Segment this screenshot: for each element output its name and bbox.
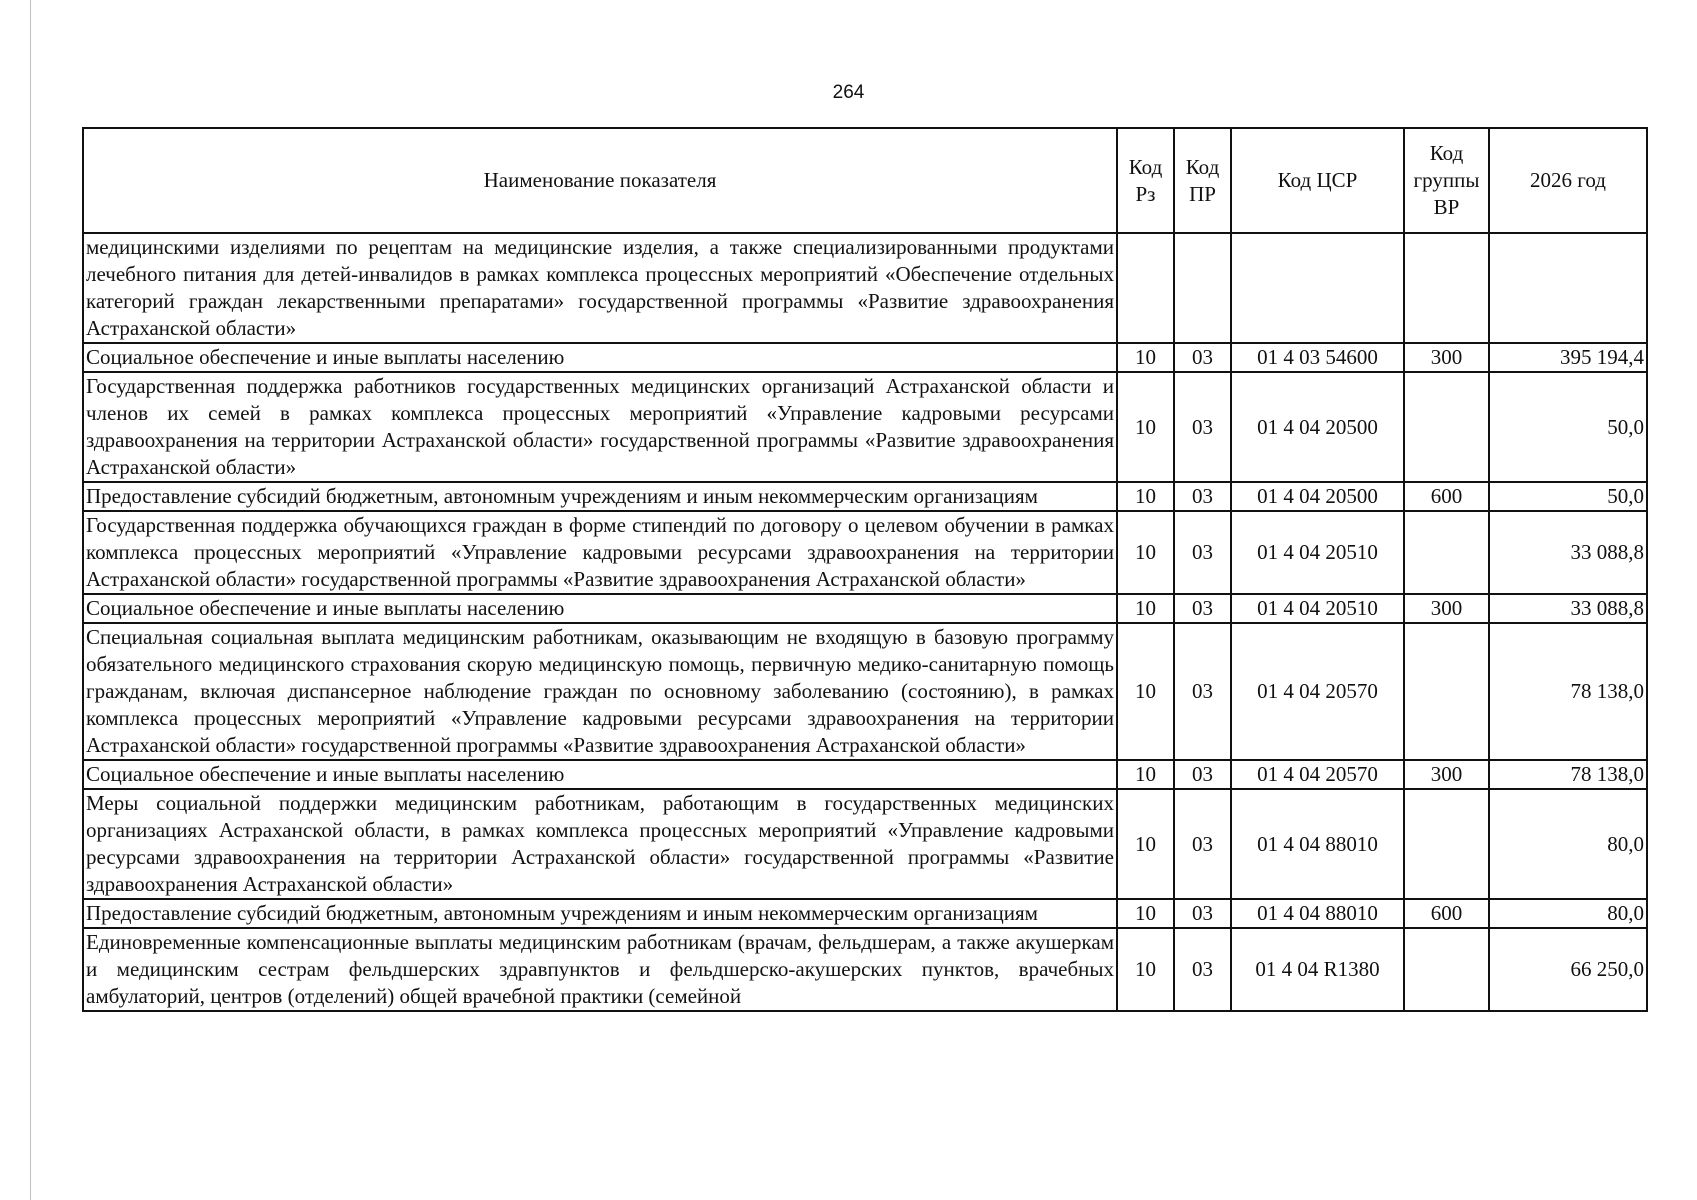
row-csr: [1231, 233, 1404, 343]
row-vr: 300: [1404, 594, 1489, 623]
table-row: [83, 928, 1647, 1011]
row-amount: 78 138,0: [1489, 623, 1647, 760]
row-csr: 01 4 04 20500: [1231, 482, 1404, 511]
row-rz: 10: [1117, 899, 1174, 928]
table-row: [83, 372, 1647, 482]
row-rz: 10: [1117, 928, 1174, 1011]
table-row: [83, 789, 1647, 899]
row-vr: [1404, 511, 1489, 594]
header-csr: Код ЦСР: [1231, 128, 1404, 233]
row-rz: 10: [1117, 372, 1174, 482]
row-rz: 10: [1117, 623, 1174, 760]
row-pr: 03: [1174, 928, 1231, 1011]
row-vr: [1404, 928, 1489, 1011]
page-number: 264: [832, 82, 865, 103]
table-body: [83, 233, 1647, 1011]
header-rz: Код Рз: [1117, 128, 1174, 233]
header-year: 2026 год: [1489, 128, 1647, 233]
row-name: Государственная поддержка обучающихся граждан в форме стипендий по договору о целевом обучении в рамках комплекса процессных мероприятий «Управление кадровыми ресурсами здравоохранения на территории Астраханской области» государственной программы «Развитие здравоохранения Астраханской области»: [83, 511, 1117, 594]
row-rz: 10: [1117, 482, 1174, 511]
row-amount: 50,0: [1489, 482, 1647, 511]
row-csr: 01 4 04 20510: [1231, 594, 1404, 623]
row-vr: [1404, 623, 1489, 760]
row-name: Социальное обеспечение и иные выплаты населению: [83, 343, 1117, 372]
header-row: [83, 128, 1647, 233]
row-name: Специальная социальная выплата медицинским работникам, оказывающим не входящую в базовую программу обязательного медицинского страхования скорую медицинскую помощь, первичную медико-санитарную помощь гражданам, включая диспансерное наблюдение граждан по основному заболеванию (состоянию), в рамках комплекса процессных мероприятий «Управление кадровыми ресурсами здравоохранения на территории Астраханской области» государственной программы «Развитие здравоохранения Астраханской области»: [83, 623, 1117, 760]
row-pr: 03: [1174, 789, 1231, 899]
row-amount: 33 088,8: [1489, 594, 1647, 623]
row-csr: 01 4 04 R1380: [1231, 928, 1404, 1011]
row-csr: 01 4 03 54600: [1231, 343, 1404, 372]
row-name: медицинскими изделиями по рецептам на медицинские изделия, а также специализированными продуктами лечебного питания для детей-инвалидов в рамках комплекса процессных мероприятий «Обеспечение отдельных категорий граждан лекарственными препаратами» государственной программы «Развитие здравоохранения Астраханской области»: [83, 233, 1117, 343]
row-csr: 01 4 04 88010: [1231, 789, 1404, 899]
row-pr: 03: [1174, 760, 1231, 789]
row-amount: 33 088,8: [1489, 511, 1647, 594]
row-rz: 10: [1117, 511, 1174, 594]
row-vr: [1404, 372, 1489, 482]
row-name: Социальное обеспечение и иные выплаты населению: [83, 594, 1117, 623]
row-pr: [1174, 233, 1231, 343]
row-csr: 01 4 04 20510: [1231, 511, 1404, 594]
row-amount: 78 138,0: [1489, 760, 1647, 789]
row-rz: 10: [1117, 343, 1174, 372]
row-pr: 03: [1174, 594, 1231, 623]
row-name: Социальное обеспечение и иные выплаты населению: [83, 760, 1117, 789]
row-pr: 03: [1174, 623, 1231, 760]
table-row: [83, 482, 1647, 511]
row-vr: 300: [1404, 343, 1489, 372]
table-row: [83, 623, 1647, 760]
row-pr: 03: [1174, 343, 1231, 372]
row-name: Единовременные компенсационные выплаты медицинским работникам (врачам, фельдшерам, а также акушеркам и медицинским сестрам фельдшерских здравпунктов и фельдшерско-акушерских пунктов, врачебных амбулаторий, центров (отделений) общей врачебной практики (семейной: [83, 928, 1117, 1011]
table-row: [83, 233, 1647, 343]
row-csr: 01 4 04 20570: [1231, 623, 1404, 760]
row-name: Предоставление субсидий бюджетным, автономным учреждениям и иным некоммерческим организациям: [83, 899, 1117, 928]
row-name: Государственная поддержка работников государственных медицинских организаций Астраханской области и членов их семей в рамках комплекса процессных мероприятий «Управление кадровыми ресурсами здравоохранения на территории Астраханской области» государственной программы «Развитие здравоохранения Астраханской области»: [83, 372, 1117, 482]
row-name: Предоставление субсидий бюджетным, автономным учреждениям и иным некоммерческим организациям: [83, 482, 1117, 511]
row-vr: 600: [1404, 482, 1489, 511]
row-csr: 01 4 04 20570: [1231, 760, 1404, 789]
row-amount: 80,0: [1489, 899, 1647, 928]
row-vr: 600: [1404, 899, 1489, 928]
table-row: [83, 343, 1647, 372]
row-rz: [1117, 233, 1174, 343]
row-pr: 03: [1174, 511, 1231, 594]
row-rz: 10: [1117, 789, 1174, 899]
scan-edge-line: [30, 0, 31, 1200]
table-row: [83, 899, 1647, 928]
row-rz: 10: [1117, 594, 1174, 623]
row-csr: 01 4 04 88010: [1231, 899, 1404, 928]
row-vr: [1404, 233, 1489, 343]
header-vr: Код группы ВР: [1404, 128, 1489, 233]
row-vr: 300: [1404, 760, 1489, 789]
table-row: [83, 511, 1647, 594]
row-pr: 03: [1174, 899, 1231, 928]
row-pr: 03: [1174, 482, 1231, 511]
row-pr: 03: [1174, 372, 1231, 482]
row-vr: [1404, 789, 1489, 899]
table-row: [83, 760, 1647, 789]
budget-table: [82, 127, 1648, 1012]
row-amount: [1489, 233, 1647, 343]
row-csr: 01 4 04 20500: [1231, 372, 1404, 482]
table-header: [83, 128, 1647, 233]
row-amount: 395 194,4: [1489, 343, 1647, 372]
row-rz: 10: [1117, 760, 1174, 789]
header-pr: Код ПР: [1174, 128, 1231, 233]
row-amount: 50,0: [1489, 372, 1647, 482]
row-amount: 80,0: [1489, 789, 1647, 899]
row-amount: 66 250,0: [1489, 928, 1647, 1011]
header-name: Наименование показателя: [83, 128, 1117, 233]
row-name: Меры социальной поддержки медицинским работникам, работающим в государственных медицинских организациях Астраханской области, в рамках комплекса процессных мероприятий «Управление кадровыми ресурсами здравоохранения на территории Астраханской области» государственной программы «Развитие здравоохранения Астраханской области»: [83, 789, 1117, 899]
table-row: [83, 594, 1647, 623]
